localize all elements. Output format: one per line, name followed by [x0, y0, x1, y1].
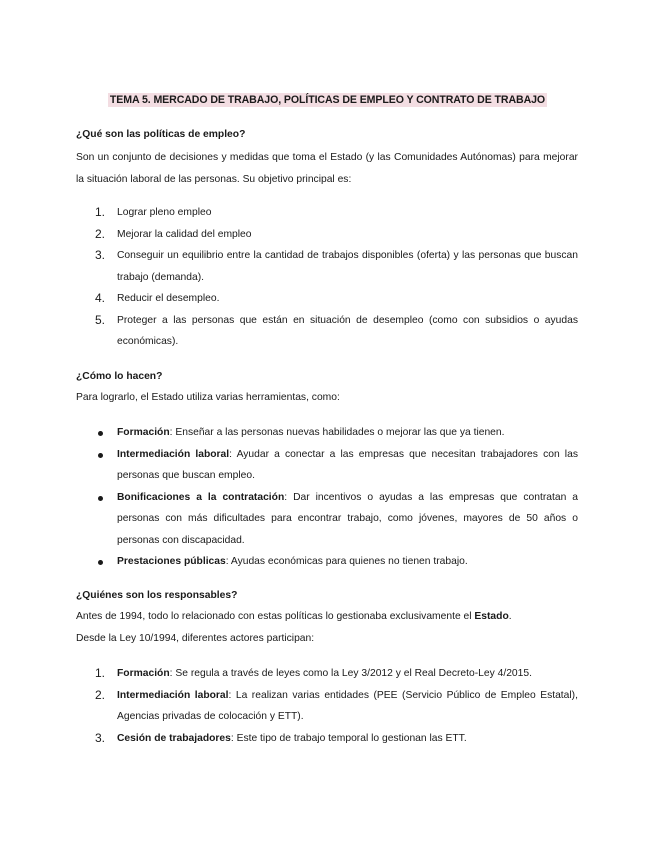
list-item-term: Prestaciones públicas	[117, 556, 226, 567]
list-item	[76, 444, 578, 487]
section-intro-responsibles	[76, 606, 578, 628]
list-number: 1.	[95, 205, 106, 219]
list-item-text: : Enseñar a las personas nuevas habilidades o mejorar las que ya tienen.	[169, 427, 505, 438]
intro-text-bold: Estado	[474, 611, 509, 622]
list-number: 2.	[95, 226, 106, 241]
list-item	[76, 663, 578, 685]
list-number: 5.	[95, 312, 106, 327]
list-item-text: Lograr pleno empleo	[117, 207, 212, 218]
section-intro-policies: Son un conjunto de decisiones y medidas que toma el Estado (y las Comunidades Autónomas) para mejorar la situación laboral de las personas. Su objetivo principal es:	[76, 152, 578, 185]
objectives-list	[76, 202, 578, 353]
list-number: 2.	[95, 687, 106, 702]
list-item-term: Intermediación laboral	[117, 448, 230, 460]
list-item-text: Mejorar la calidad del empleo	[117, 228, 252, 240]
list-item-text: : Dar incentivos o ayudas a las empresas que contratan a personas con más dificultades para encontrar trabajo, como jóvenes, mayores de 50 años o personas con discapacidad.	[117, 491, 579, 546]
list-item	[76, 422, 578, 444]
section-heading-responsibles: ¿Quiénes son los responsables?	[76, 590, 238, 601]
intro-text-after: .	[508, 611, 512, 622]
list-item-text: : Ayudar a conectar a las empresas que necesitan trabajadores con las personas que buscan empleo.	[117, 448, 578, 481]
list-item-text: Proteger a las personas que están en situación de desempleo (como con subsidios o ayudas económicas).	[117, 314, 578, 347]
list-item-text: : Este tipo de trabajo temporal lo gestionan las ETT.	[230, 732, 467, 744]
list-number: 4.	[95, 291, 106, 305]
list-item-text: : La realizan varias entidades (PEE (Servicio Público de Empleo Estatal), Agencias privadas de colocación y ETT).	[117, 689, 578, 722]
intro-text-before: Antes de 1994, todo lo relacionado con estas políticas lo gestionaba exclusivamente el	[76, 611, 475, 622]
list-item	[76, 202, 578, 224]
list-item	[76, 245, 578, 288]
tools-list	[76, 422, 578, 573]
list-item-term: Cesión de trabajadores	[117, 732, 231, 744]
document-title: TEMA 5. MERCADO DE TRABAJO, POLÍTICAS DE EMPLEO Y CONTRATO DE TRABAJO	[109, 94, 546, 106]
bullet-icon	[98, 560, 103, 565]
list-item-term: Formación	[117, 427, 170, 438]
list-item-text: : Se regula a través de leyes como la Ley 3/2012 y el Real Decreto-Ley 4/2015.	[169, 668, 532, 679]
bullet-icon	[98, 496, 103, 501]
list-number: 1.	[95, 666, 106, 680]
list-item-text: : Ayudas económicas para quienes no tienen trabajo.	[225, 556, 468, 567]
section-intro2-responsibles: Desde la Ley 10/1994, diferentes actores participan:	[76, 633, 315, 644]
list-item-term: Bonificaciones a la contratación	[117, 491, 285, 503]
list-number: 3.	[95, 730, 106, 745]
list-item	[76, 728, 578, 750]
list-item-term: Intermediación laboral	[117, 689, 229, 701]
list-item	[76, 487, 578, 552]
list-item	[76, 224, 578, 246]
section-intro-how: Para lograrlo, el Estado utiliza varias herramientas, como:	[76, 392, 340, 403]
list-item	[76, 685, 578, 728]
list-item	[76, 310, 578, 353]
list-item-text: Conseguir un equilibrio entre la cantidad de trabajos disponibles (oferta) y las personas que buscan trabajo (demanda).	[117, 250, 578, 283]
bullet-icon	[98, 431, 103, 436]
section-heading-policies: ¿Qué son las políticas de empleo?	[76, 129, 246, 140]
list-number: 3.	[95, 248, 106, 262]
list-item-text: Reducir el desempleo.	[117, 293, 220, 304]
actors-list	[76, 663, 578, 749]
title-wrapper	[0, 93, 655, 107]
list-item	[76, 551, 578, 573]
section-heading-how: ¿Cómo lo hacen?	[76, 371, 163, 382]
list-item-term: Formación	[117, 668, 170, 679]
bullet-icon	[98, 453, 103, 458]
list-item	[76, 288, 578, 310]
